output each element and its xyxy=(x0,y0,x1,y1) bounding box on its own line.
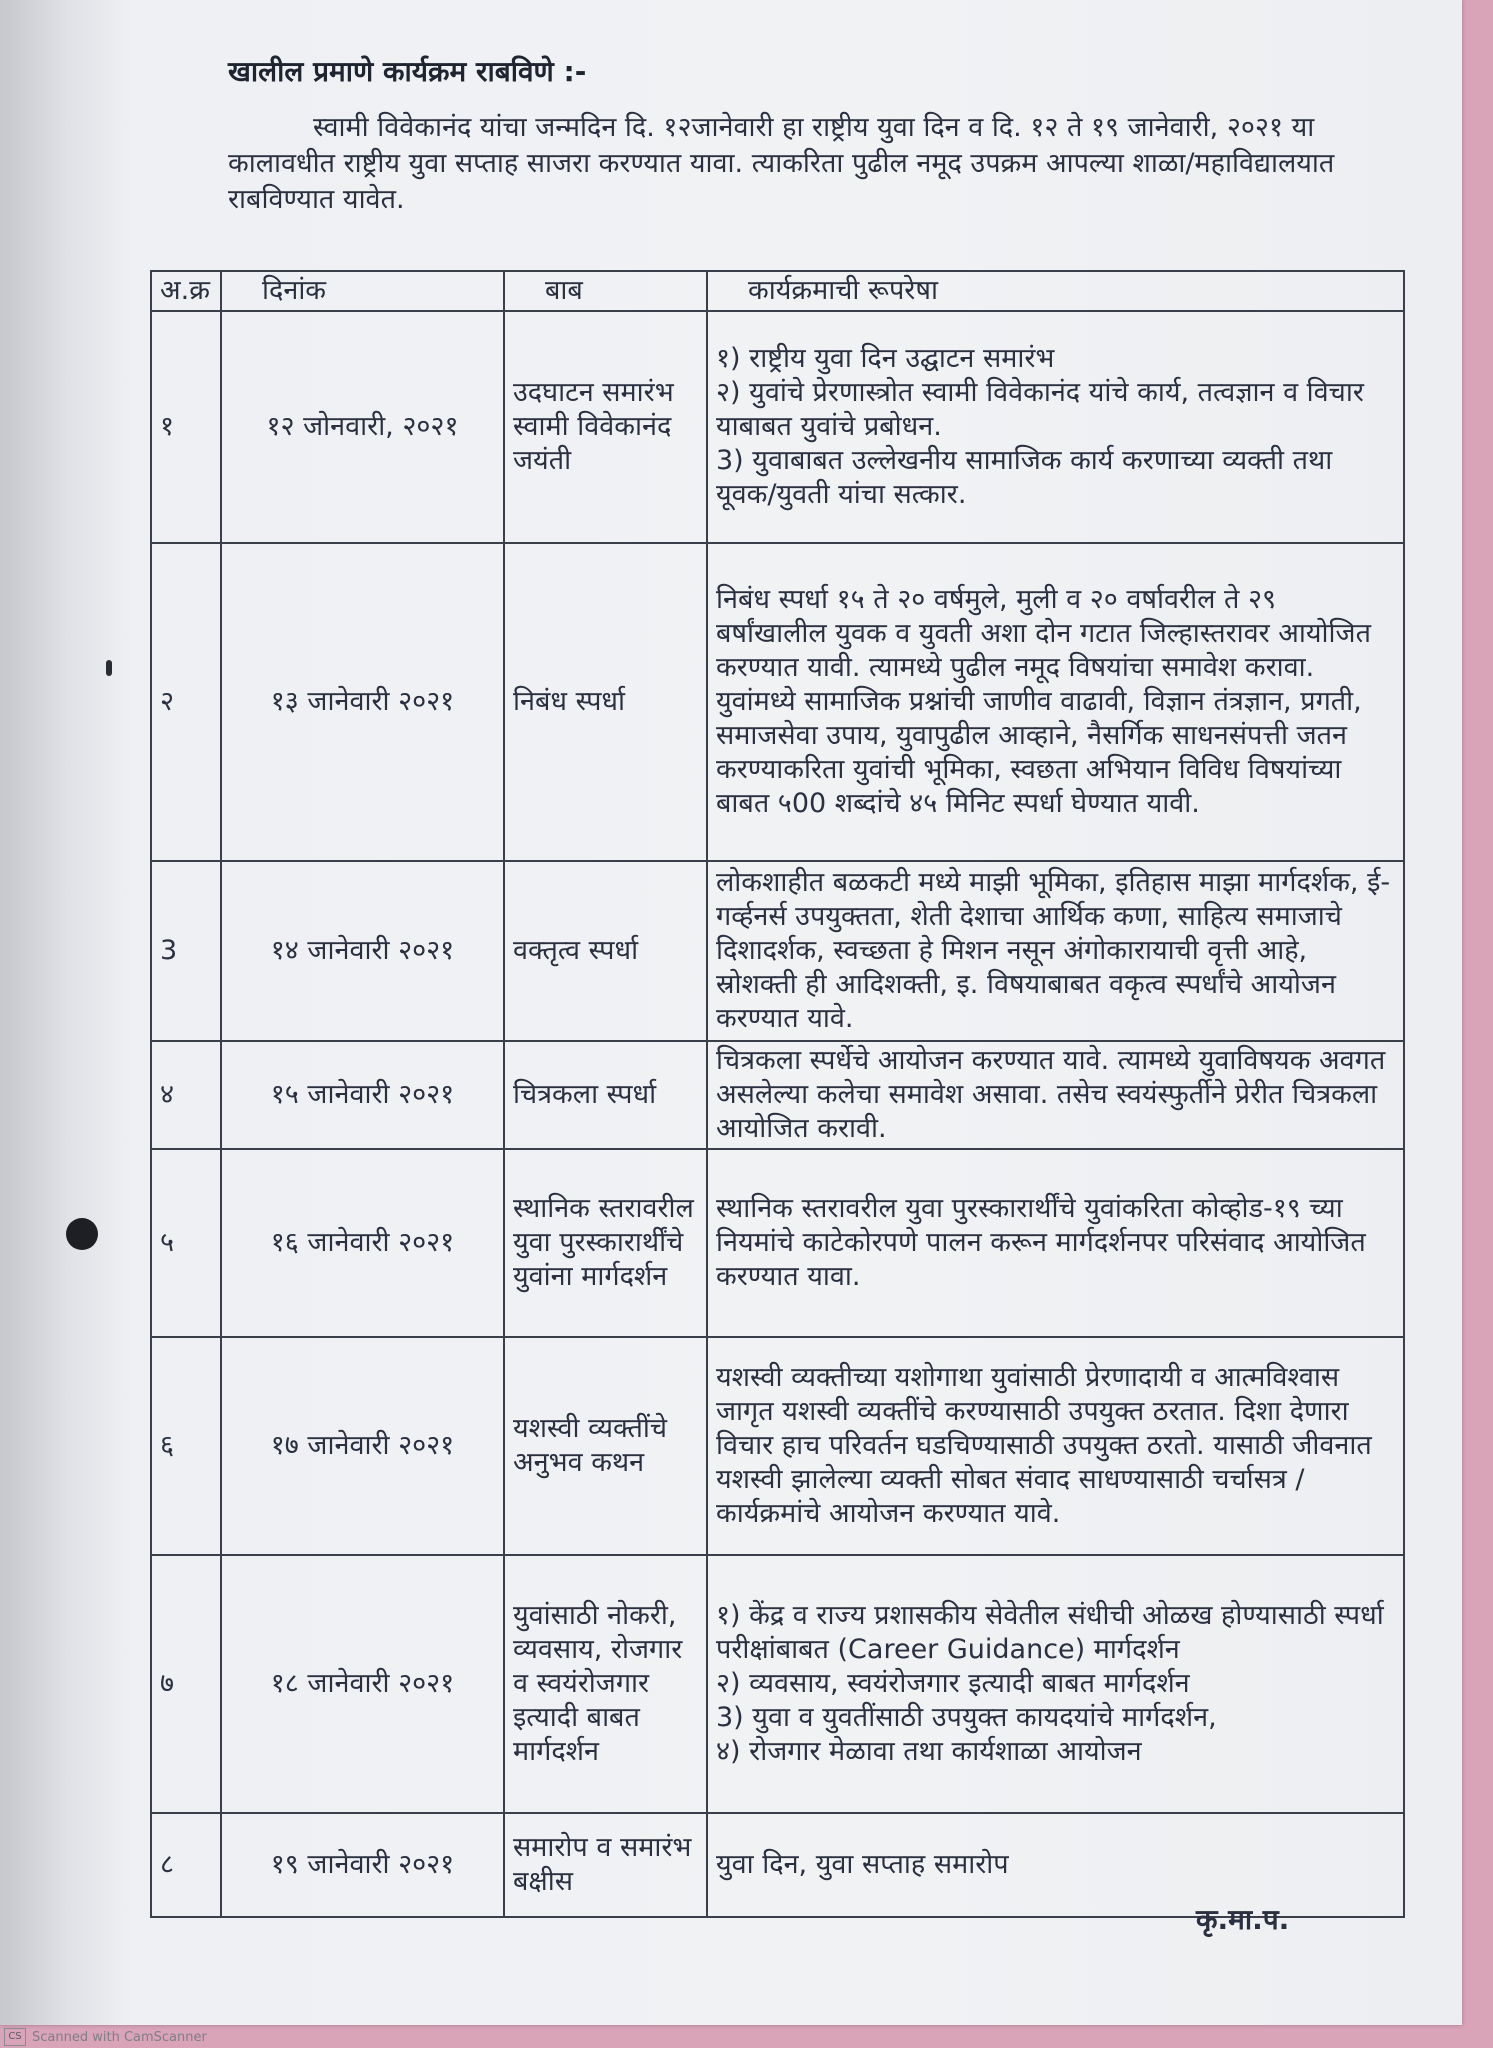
description-line: 3) युवा व युवतींसाठी उपयुक्त कायदयांचे मार्गदर्शन, xyxy=(716,1702,1217,1733)
row-date: १९ जानेवारी २०२१ xyxy=(221,1813,504,1917)
description-line: ४) रोजगार मेळावा तथा कार्यशाळा आयोजन xyxy=(716,1736,1142,1767)
col-header-outline: कार्यक्रमाची रूपरेषा xyxy=(707,271,1404,311)
row-date: १२ जोनवारी, २०२१ xyxy=(221,311,504,543)
col-header-date: दिनांक xyxy=(221,271,504,311)
row-description xyxy=(707,1149,1404,1337)
page-edge-shadow xyxy=(0,0,135,2025)
row-serial: २ xyxy=(151,543,221,861)
program-table xyxy=(150,270,1405,1918)
page-footer-note: कृ.मा.प. xyxy=(1196,1903,1290,1936)
watermark-text: Scanned with CamScanner xyxy=(32,2029,207,2045)
row-date: १८ जानेवारी २०२१ xyxy=(221,1555,504,1813)
row-serial: ६ xyxy=(151,1337,221,1555)
row-serial: ४ xyxy=(151,1041,221,1149)
description-line: लोकशाहीत बळकटी मध्ये माझी भूमिका, इतिहास माझा मार्गदर्शक, ई-गर्व्हनर्स उपयुक्तता, शेती देशाचा आर्थिक कणा, साहित्य समाजाचे दिशादर्शक, स्वच्छता हे मिशन नसून अंगोकारायाची वृत्ती आहे, स्रोशक्ती ही आदिशक्ती, इ. विषयाबाबत वकृत्व स्पर्धांचे आयोजन करण्यात यावे. xyxy=(716,867,1391,1034)
table-row xyxy=(151,311,1404,543)
camscanner-logo-icon: CS xyxy=(4,2028,26,2046)
row-description xyxy=(707,1813,1404,1917)
punch-hole-mark xyxy=(66,1218,98,1250)
row-serial: १ xyxy=(151,311,221,543)
table-row xyxy=(151,861,1404,1041)
row-description xyxy=(707,543,1404,861)
table-row xyxy=(151,543,1404,861)
row-date: १७ जानेवारी २०२१ xyxy=(221,1337,504,1555)
description-line: युवा दिन, युवा सप्ताह समारोप xyxy=(716,1849,1009,1880)
row-date: १६ जानेवारी २०२१ xyxy=(221,1149,504,1337)
row-description xyxy=(707,861,1404,1041)
description-line: निबंध स्पर्धा १५ ते २० वर्षमुले, मुली व २० वर्षावरील ते २९ बर्षांखालील युवक व युवती अशा दोन गटात जिल्हास्तरावर आयोजित करण्यात यावी. त्यामध्ये पुढील नमूद विषयांचा समावेश करावा. xyxy=(716,584,1371,683)
row-description xyxy=(707,1555,1404,1813)
col-header-subject: बाब xyxy=(504,271,707,311)
row-subject: चित्रकला स्पर्धा xyxy=(504,1041,707,1149)
table-row xyxy=(151,1149,1404,1337)
col-header-serial: अ.क्र xyxy=(151,271,221,311)
description-line: २) व्यवसाय, स्वयंरोजगार इत्यादी बाबत मार्गदर्शन xyxy=(716,1668,1190,1699)
row-serial: ७ xyxy=(151,1555,221,1813)
row-subject: स्थानिक स्तरावरील युवा पुरस्कारार्थींचे युवांना मार्गदर्शन xyxy=(504,1149,707,1337)
intro-paragraph: स्वामी विवेकानंद यांचा जन्मदिन दि. १२जानेवारी हा राष्ट्रीय युवा दिन व दि. १२ ते १९ जानेवारी, २०२१ या कालावधीत राष्ट्रीय युवा सप्ताह साजरा करण्यात यावा. त्याकरिता पुढील नमूद उपक्रम आपल्या शाळा/महाविद्यालयात राबविण्यात यावेत. xyxy=(228,112,1335,215)
margin-mark xyxy=(106,660,112,676)
row-serial: 3 xyxy=(151,861,221,1041)
row-description xyxy=(707,1041,1404,1149)
row-subject: निबंध स्पर्धा xyxy=(504,543,707,861)
row-date: १३ जानेवारी २०२१ xyxy=(221,543,504,861)
row-subject: यशस्वी व्यक्तींचे अनुभव कथन xyxy=(504,1337,707,1555)
description-line: २) युवांचे प्रेरणास्त्रोत स्वामी विवेकानंद यांचे कार्य, तत्वज्ञान व विचार याबाबत युवांचे प्रबोधन. xyxy=(716,377,1364,442)
row-subject: समारोप व समारंभ बक्षीस xyxy=(504,1813,707,1917)
description-line: १) राष्ट्रीय युवा दिन उद्घाटन समारंभ xyxy=(716,343,1055,374)
row-date: १५ जानेवारी २०२१ xyxy=(221,1041,504,1149)
table-row xyxy=(151,1555,1404,1813)
table-header-row xyxy=(151,271,1404,311)
table-row xyxy=(151,1337,1404,1555)
row-description xyxy=(707,311,1404,543)
row-description xyxy=(707,1337,1404,1555)
description-line: चित्रकला स्पर्धेचे आयोजन करण्यात यावे. त्यामध्ये युवाविषयक अवगत असलेल्या कलेचा समावेश असावा. तसेच स्वयंस्फुर्तीने प्रेरीत चित्रकला आयोजित करावी. xyxy=(716,1045,1386,1144)
row-subject: वक्तृत्व स्पर्धा xyxy=(504,861,707,1041)
row-subject: युवांसाठी नोकरी, व्यवसाय, रोजगार व स्वयंरोजगार इत्यादी बाबत मार्गदर्शन xyxy=(504,1555,707,1813)
description-line: 3) युवाबाबत उल्लेखनीय सामाजिक कार्य करणाच्या व्यक्ती तथा यूवक/युवती यांचा सत्कार. xyxy=(716,445,1333,510)
section-heading: खालील प्रमाणे कार्यक्रम राबविणे :- xyxy=(228,55,587,88)
row-date: १४ जानेवारी २०२१ xyxy=(221,861,504,1041)
description-line: यशस्वी व्यक्तीच्या यशोगाथा युवांसाठी प्रेरणादायी व आत्मविश्वास जागृत यशस्वी व्यक्तींचे करण्यासाठी उपयुक्त ठरतात. दिशा देणारा विचार हाच परिवर्तन घडचिण्यासाठी उपयुक्त ठरतो. यासाठी जीवनात यशस्वी झालेल्या व्यक्ती सोबत संवाद साधण्यासाठी चर्चासत्र /कार्यक्रमांचे आयोजन करण्यात यावे. xyxy=(716,1362,1372,1529)
description-line: १) केंद्र व राज्य प्रशासकीय सेवेतील संधीची ओळख होण्यासाठी स्पर्धा परीक्षांबाबत (Career Guidance) मार्गदर्शन xyxy=(716,1600,1384,1665)
description-line: युवांमध्ये सामाजिक प्रश्नांची जाणीव वाढावी, विज्ञान तंत्रज्ञान, प्रगती, समाजसेवा उपाय, युवापुढील आव्हाने, नैसर्गिक साधनसंपत्ती जतन करण्याकरिता युवांची भूमिका, स्वछता अभियान विविध विषयांच्या बाबत ५00 शब्दांचे ४५ मिनिट स्पर्धा घेण्यात यावी. xyxy=(716,686,1362,819)
description-line: स्थानिक स्तरावरील युवा पुरस्कारार्थींचे युवांकरिता कोव्होड-१९ च्या नियमांचे काटेकोरपणे पालन करून मार्गदर्शनपर परिसंवाद आयोजित करण्यात यावा. xyxy=(716,1193,1366,1292)
row-serial: ५ xyxy=(151,1149,221,1337)
row-serial: ८ xyxy=(151,1813,221,1917)
scanner-watermark xyxy=(0,2026,207,2048)
row-subject: उदघाटन समारंभ स्वामी विवेकानंद जयंती xyxy=(504,311,707,543)
table-row xyxy=(151,1041,1404,1149)
